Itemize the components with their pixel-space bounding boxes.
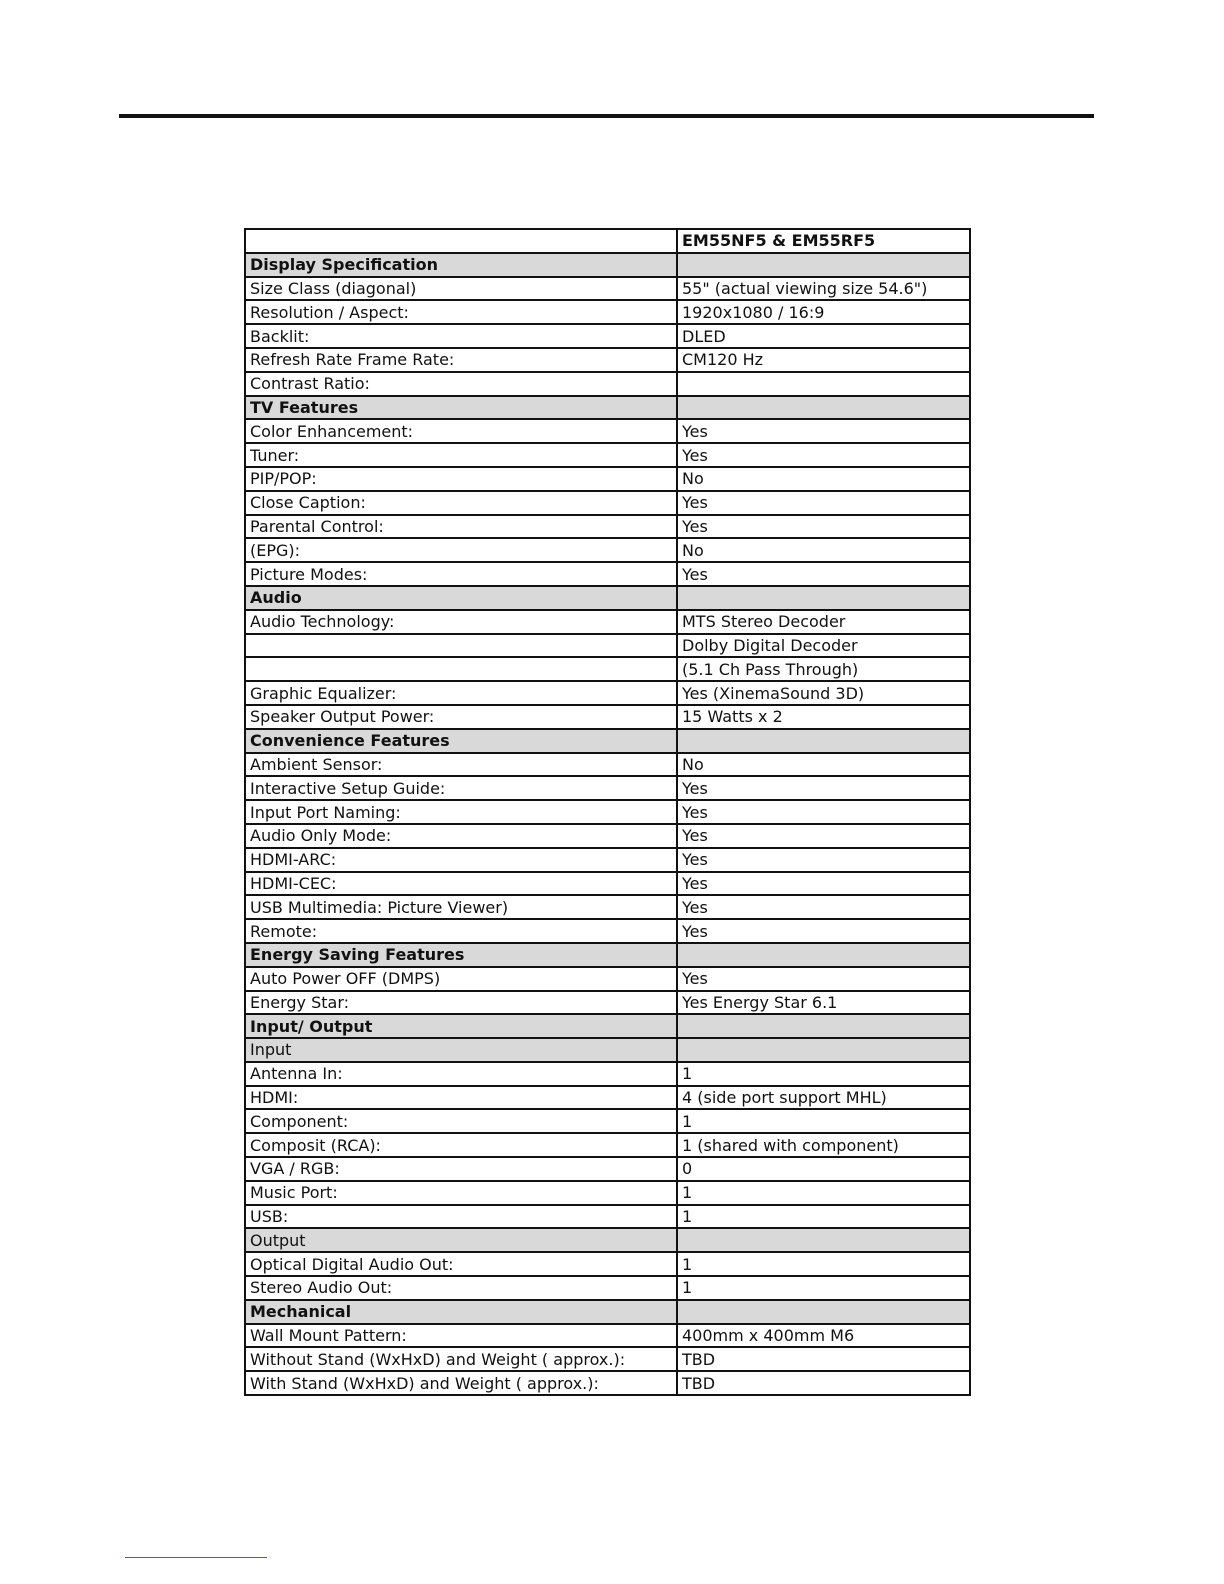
spec-value-cell: DLED <box>677 324 970 348</box>
spec-value-cell <box>677 372 970 396</box>
table-row <box>245 776 970 800</box>
table-row <box>245 443 970 467</box>
section-row <box>245 1300 970 1324</box>
spec-label-cell: VGA / RGB: <box>245 1157 677 1181</box>
spec-value-cell <box>677 1300 970 1324</box>
spec-value-cell: (5.1 Ch Pass Through) <box>677 657 970 681</box>
section-title-cell: Convenience Features <box>245 729 677 753</box>
table-row <box>245 419 970 443</box>
spec-label-cell: Composit (RCA): <box>245 1133 677 1157</box>
spec-label-cell: Graphic Equalizer: <box>245 681 677 705</box>
table-row <box>245 372 970 396</box>
spec-label-cell: Stereo Audio Out: <box>245 1276 677 1300</box>
spec-value-cell: Yes <box>677 776 970 800</box>
section-title-cell: Audio <box>245 586 677 610</box>
table-row <box>245 538 970 562</box>
section-row <box>245 253 970 277</box>
spec-label-cell: Music Port: <box>245 1181 677 1205</box>
spec-label-cell: (EPG): <box>245 538 677 562</box>
spec-value-cell <box>677 396 970 420</box>
top-rule <box>119 114 1094 118</box>
section-title-cell: Output <box>245 1228 677 1252</box>
section-title-cell: Input/ Output <box>245 1014 677 1038</box>
spec-label-cell: Remote: <box>245 919 677 943</box>
table-row <box>245 1276 970 1300</box>
spec-label-cell: Tuner: <box>245 443 677 467</box>
footer-rule <box>125 1557 267 1558</box>
table-row <box>245 277 970 301</box>
spec-value-cell <box>677 943 970 967</box>
section-row <box>245 396 970 420</box>
spec-value-cell <box>677 253 970 277</box>
table-row <box>245 1062 970 1086</box>
spec-value-cell: 55" (actual viewing size 54.6") <box>677 277 970 301</box>
section-row <box>245 1014 970 1038</box>
table-row <box>245 967 970 991</box>
spec-value-cell: Yes <box>677 848 970 872</box>
spec-value-cell: Yes <box>677 443 970 467</box>
spec-value-cell: Yes <box>677 895 970 919</box>
table-row <box>245 562 970 586</box>
table-row <box>245 1133 970 1157</box>
spec-label-cell: Refresh Rate Frame Rate: <box>245 348 677 372</box>
spec-value-cell <box>677 1014 970 1038</box>
spec-label-cell: Backlit: <box>245 324 677 348</box>
spec-value-cell: No <box>677 538 970 562</box>
spec-label-cell: Resolution / Aspect: <box>245 300 677 324</box>
table-row <box>245 895 970 919</box>
spec-value-cell: 1 <box>677 1205 970 1229</box>
spec-value-cell: No <box>677 753 970 777</box>
table-row <box>245 300 970 324</box>
section-row <box>245 586 970 610</box>
spec-value-cell: Yes Energy Star 6.1 <box>677 991 970 1015</box>
spec-table-body <box>245 229 970 1395</box>
spec-label-cell: Ambient Sensor: <box>245 753 677 777</box>
spec-label-cell: Size Class (diagonal) <box>245 277 677 301</box>
spec-label-cell: Energy Star: <box>245 991 677 1015</box>
spec-label-cell: Speaker Output Power: <box>245 705 677 729</box>
spec-label-cell: Picture Modes: <box>245 562 677 586</box>
section-row <box>245 943 970 967</box>
spec-value-cell: TBD <box>677 1347 970 1371</box>
section-row <box>245 729 970 753</box>
spec-value-cell: Yes (XinemaSound 3D) <box>677 681 970 705</box>
spec-label-cell: Parental Control: <box>245 515 677 539</box>
spec-table <box>244 228 971 1396</box>
spec-label-cell: HDMI: <box>245 1086 677 1110</box>
spec-value-cell: 1 <box>677 1181 970 1205</box>
spec-value-cell: Dolby Digital Decoder <box>677 634 970 658</box>
table-row <box>245 324 970 348</box>
spec-value-cell: Yes <box>677 919 970 943</box>
spec-value-cell: TBD <box>677 1371 970 1395</box>
table-row <box>245 1157 970 1181</box>
spec-value-cell: 1 <box>677 1109 970 1133</box>
table-row <box>245 753 970 777</box>
spec-label-cell: HDMI-ARC: <box>245 848 677 872</box>
spec-value-cell <box>677 1228 970 1252</box>
spec-value-cell: 1 <box>677 1276 970 1300</box>
table-row <box>245 1181 970 1205</box>
spec-label-cell: Close Caption: <box>245 491 677 515</box>
spec-value-cell: 1 <box>677 1062 970 1086</box>
table-row <box>245 657 970 681</box>
spec-value-cell: 1 (shared with component) <box>677 1133 970 1157</box>
header-label-cell <box>245 229 677 253</box>
table-row <box>245 1205 970 1229</box>
spec-value-cell: 1920x1080 / 16:9 <box>677 300 970 324</box>
table-row <box>245 681 970 705</box>
subsection-row <box>245 1038 970 1062</box>
table-row <box>245 348 970 372</box>
spec-value-cell: 4 (side port support MHL) <box>677 1086 970 1110</box>
spec-label-cell: Audio Only Mode: <box>245 824 677 848</box>
table-row <box>245 848 970 872</box>
spec-value-cell: Yes <box>677 562 970 586</box>
spec-value-cell: 400mm x 400mm M6 <box>677 1324 970 1348</box>
spec-label-cell: Auto Power OFF (DMPS) <box>245 967 677 991</box>
spec-value-cell: Yes <box>677 419 970 443</box>
spec-value-cell: Yes <box>677 515 970 539</box>
spec-label-cell: Contrast Ratio: <box>245 372 677 396</box>
spec-value-cell: 0 <box>677 1157 970 1181</box>
table-row <box>245 872 970 896</box>
spec-value-cell <box>677 729 970 753</box>
spec-label-cell: Audio Technology: <box>245 610 677 634</box>
table-row <box>245 800 970 824</box>
spec-value-cell: CM120 Hz <box>677 348 970 372</box>
spec-label-cell: PIP/POP: <box>245 467 677 491</box>
table-row <box>245 705 970 729</box>
spec-value-cell: No <box>677 467 970 491</box>
section-title-cell: Energy Saving Features <box>245 943 677 967</box>
spec-label-cell: Antenna In: <box>245 1062 677 1086</box>
spec-value-cell: Yes <box>677 824 970 848</box>
table-row <box>245 1252 970 1276</box>
subsection-row <box>245 1228 970 1252</box>
model-name-cell: EM55NF5 & EM55RF5 <box>677 229 970 253</box>
spec-label-cell: USB: <box>245 1205 677 1229</box>
table-row <box>245 467 970 491</box>
section-title-cell: Display Specification <box>245 253 677 277</box>
table-row <box>245 1324 970 1348</box>
table-row <box>245 1086 970 1110</box>
spec-value-cell: MTS Stereo Decoder <box>677 610 970 634</box>
spec-label-cell <box>245 634 677 658</box>
spec-label-cell: Interactive Setup Guide: <box>245 776 677 800</box>
spec-label-cell: Component: <box>245 1109 677 1133</box>
table-row <box>245 1371 970 1395</box>
spec-label-cell: With Stand (WxHxD) and Weight ( approx.): <box>245 1371 677 1395</box>
section-title-cell: Mechanical <box>245 1300 677 1324</box>
spec-value-cell: Yes <box>677 967 970 991</box>
spec-value-cell: Yes <box>677 491 970 515</box>
table-row <box>245 515 970 539</box>
table-row <box>245 610 970 634</box>
spec-label-cell: Wall Mount Pattern: <box>245 1324 677 1348</box>
spec-value-cell <box>677 1038 970 1062</box>
spec-value-cell <box>677 586 970 610</box>
section-title-cell: Input <box>245 1038 677 1062</box>
spec-value-cell: 1 <box>677 1252 970 1276</box>
spec-label-cell <box>245 657 677 681</box>
spec-value-cell: Yes <box>677 872 970 896</box>
table-row <box>245 1347 970 1371</box>
table-header-row <box>245 229 970 253</box>
spec-value-cell: Yes <box>677 800 970 824</box>
spec-label-cell: HDMI-CEC: <box>245 872 677 896</box>
table-row <box>245 824 970 848</box>
spec-label-cell: Optical Digital Audio Out: <box>245 1252 677 1276</box>
spec-value-cell: 15 Watts x 2 <box>677 705 970 729</box>
spec-label-cell: USB Multimedia: Picture Viewer) <box>245 895 677 919</box>
table-row <box>245 491 970 515</box>
table-row <box>245 1109 970 1133</box>
table-row <box>245 919 970 943</box>
spec-label-cell: Input Port Naming: <box>245 800 677 824</box>
table-row <box>245 991 970 1015</box>
section-title-cell: TV Features <box>245 396 677 420</box>
spec-label-cell: Color Enhancement: <box>245 419 677 443</box>
table-row <box>245 634 970 658</box>
spec-label-cell: Without Stand (WxHxD) and Weight ( approx.): <box>245 1347 677 1371</box>
